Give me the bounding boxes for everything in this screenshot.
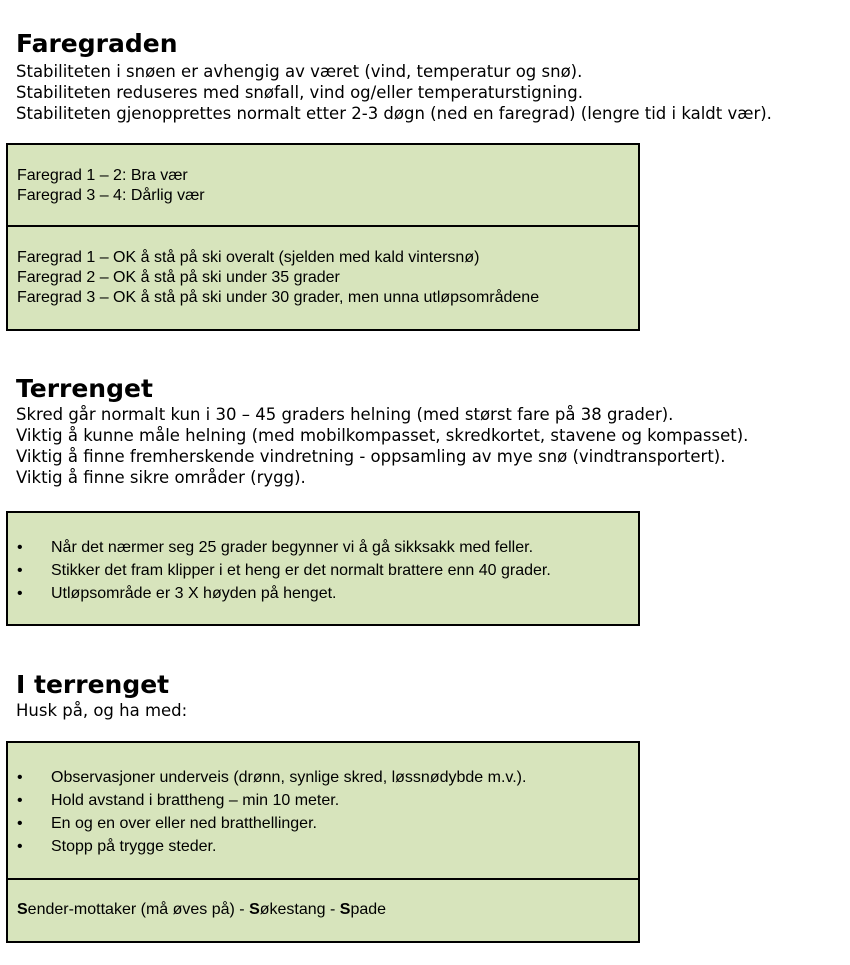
terrenget-box xyxy=(6,511,640,626)
terrenget-intro xyxy=(16,404,842,488)
list-item xyxy=(8,812,638,835)
list-item xyxy=(8,766,638,789)
list-item xyxy=(8,835,638,858)
bullet-icon: • xyxy=(17,769,23,786)
terrenget-heading: Terrenget xyxy=(16,374,153,403)
bullet-icon: • xyxy=(17,838,23,855)
box-line: Faregrad 2 – OK å stå på ski under 35 grader xyxy=(17,269,340,286)
box-line: Faregrad 1 – OK å stå på ski overalt (sjelden med kald vintersnø) xyxy=(17,249,480,266)
faregraden-section xyxy=(16,30,842,124)
list-item xyxy=(8,789,638,812)
intro-line: Viktig å kunne måle helning (med mobilkompasset, skredkortet, stavene og kompasset). xyxy=(16,426,749,445)
list-item xyxy=(8,559,638,582)
intro-line: Viktig å finne fremherskende vindretning - oppsamling av mye snø (vindtransportert). xyxy=(16,447,726,466)
list-item-text: En og en over eller ned bratthellinger. xyxy=(51,815,317,832)
i-terrenget-intro xyxy=(16,700,842,721)
intro-line: Stabiliteten reduseres med snøfall, vind og/eller temperaturstigning. xyxy=(16,83,583,102)
equipment-text: ender-mottaker (må øves på) - xyxy=(27,901,250,918)
intro-line: Viktig å finne sikre områder (rygg). xyxy=(16,468,306,487)
box-line: Faregrad 3 – OK å stå på ski under 30 grader, men unna utløpsområdene xyxy=(17,289,540,306)
equipment-initial: S xyxy=(249,901,260,918)
list-item-text: Når det nærmer seg 25 grader begynner vi å gå sikksakk med feller. xyxy=(51,539,534,556)
list-item-text: Stikker det fram klipper i et heng er det normalt brattere enn 40 grader. xyxy=(51,562,551,579)
equipment-text: pade xyxy=(350,901,387,918)
equipment-initial: S xyxy=(17,901,28,918)
faregraden-heading: Faregraden xyxy=(16,29,178,58)
intro-line: Skred går normalt kun i 30 – 45 graders helning (med størst fare på 38 grader). xyxy=(16,405,674,424)
list-item xyxy=(8,536,638,559)
list-item-text: Stopp på trygge steder. xyxy=(51,838,217,855)
i-terrenget-section xyxy=(16,671,842,721)
bullet-icon: • xyxy=(17,562,23,579)
equipment-part xyxy=(8,878,638,920)
box-line: Faregrad 3 – 4: Dårlig vær xyxy=(17,187,205,204)
intro-line: Stabiliteten gjenopprettes normalt etter 2-3 døgn (ned en faregrad) (lengre tid i kaldt vær). xyxy=(16,104,772,123)
bullet-icon: • xyxy=(17,792,23,809)
i-terrenget-box xyxy=(6,741,640,943)
i-terrenget-heading: I terrenget xyxy=(16,670,170,699)
faregraden-intro xyxy=(16,61,842,124)
i-terrenget-bullets xyxy=(8,766,638,858)
equipment-line xyxy=(17,900,638,920)
box-line: Faregrad 1 – 2: Bra vær xyxy=(17,167,188,184)
weather-part xyxy=(8,145,638,225)
bullet-icon: • xyxy=(17,815,23,832)
list-item-text: Hold avstand i brattheng – min 10 meter. xyxy=(51,792,340,809)
terrenget-bullets xyxy=(8,513,638,605)
ski-part xyxy=(8,225,638,308)
equipment-initial: S xyxy=(339,901,351,918)
list-item-text: Observasjoner underveis (drønn, synlige skred, løssnødybde m.v.). xyxy=(51,769,527,786)
list-item-text: Utløpsområde er 3 X høyden på henget. xyxy=(51,585,337,602)
faregraden-box xyxy=(6,143,640,331)
list-item xyxy=(8,582,638,605)
bullet-icon: • xyxy=(17,539,23,556)
bullet-icon: • xyxy=(17,585,23,602)
terrenget-section xyxy=(16,375,842,488)
intro-line: Husk på, og ha med: xyxy=(16,701,188,720)
equipment-text: økestang - xyxy=(259,901,340,918)
intro-line: Stabiliteten i snøen er avhengig av været (vind, temperatur og snø). xyxy=(16,62,583,81)
observations-part xyxy=(8,743,638,878)
